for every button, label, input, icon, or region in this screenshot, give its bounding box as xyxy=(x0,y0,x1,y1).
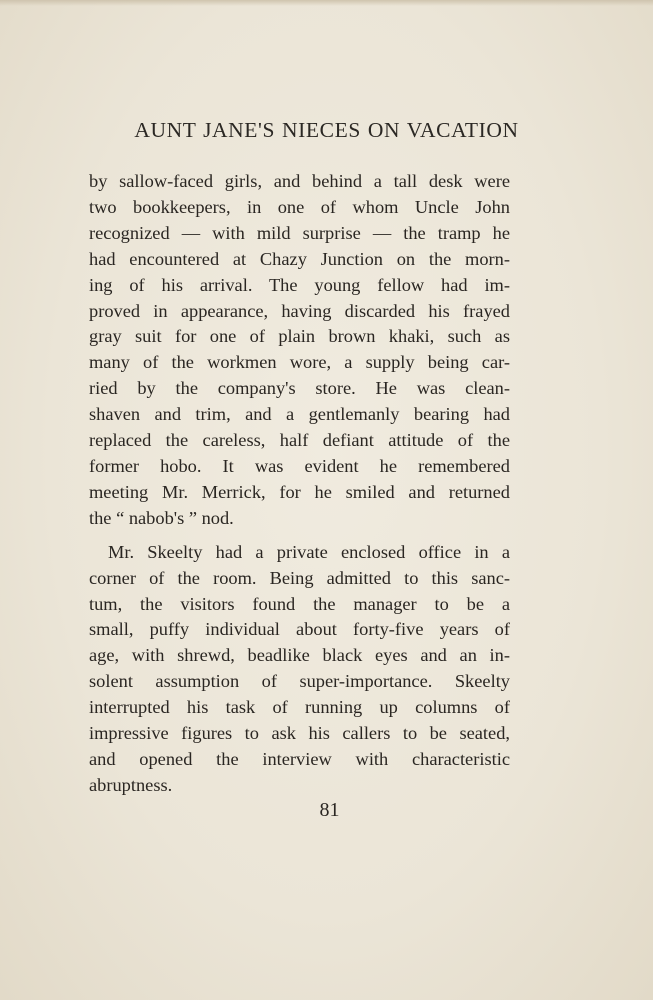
text-line: the “ nabob's ” nod. xyxy=(89,507,234,528)
text-line: proved in appearance, having discarded his frayed xyxy=(89,300,510,321)
text-line: by sallow-faced girls, and behind a tall desk were xyxy=(89,171,510,191)
text-line: tum, the visitors found the manager to be a xyxy=(89,593,510,614)
text-line: solent assumption of super-importance. Skeelty xyxy=(89,671,510,692)
text-line: impressive figures to ask his callers to be seated, xyxy=(89,723,510,744)
paragraph-2 xyxy=(89,540,510,799)
running-head: AUNT JANE'S NIECES ON VACATION xyxy=(134,118,519,142)
text-line: former hobo. It was evident he remembered xyxy=(89,455,510,476)
text-line: corner of the room. Being admitted to this sanc- xyxy=(89,567,510,588)
text-line: shaven and trim, and a gentlemanly bearing had xyxy=(89,404,510,425)
text-line: Mr. Skeelty had a private enclosed office in a xyxy=(108,541,510,562)
text-line: many of the workmen wore, a supply being car- xyxy=(89,352,510,373)
text-line: ried by the company's store. He was clean- xyxy=(89,378,510,399)
text-line: interrupted his task of running up columns of xyxy=(89,697,510,718)
text-line: had encountered at Chazy Junction on the morn- xyxy=(89,248,510,269)
text-line: recognized — with mild surprise — the tramp he xyxy=(89,222,510,243)
text-line: meeting Mr. Merrick, for he smiled and returned xyxy=(89,481,510,502)
text-line: small, puffy individual about forty-five years of xyxy=(89,619,510,640)
text-line: and opened the interview with characteristic xyxy=(89,748,510,769)
text-line: ing of his arrival. The young fellow had im- xyxy=(89,274,510,295)
page-number: 81 xyxy=(319,799,340,821)
page-top-edge xyxy=(0,0,653,6)
text-line: gray suit for one of plain brown khaki, such as xyxy=(89,326,510,347)
body-text xyxy=(89,169,510,799)
text-line: replaced the careless, half defiant attitude of the xyxy=(89,430,510,451)
paragraph-1 xyxy=(89,169,510,532)
text-line: age, with shrewd, beadlike black eyes and an in- xyxy=(89,645,510,666)
text-line: two bookkeepers, in one of whom Uncle John xyxy=(89,196,510,217)
text-line: abruptness. xyxy=(89,774,173,795)
